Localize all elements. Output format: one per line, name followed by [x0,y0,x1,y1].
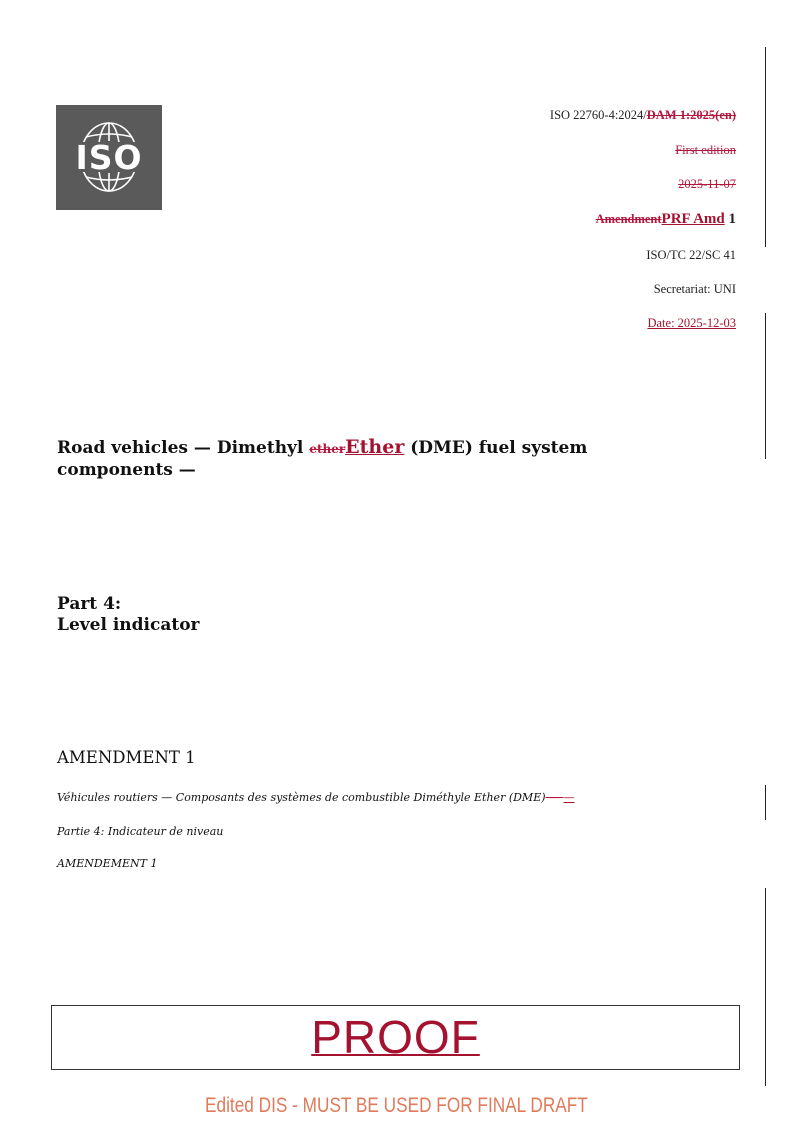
title-prefix: Road vehicles — Dimethyl [57,438,310,458]
iso-logo-text: ISO [75,138,143,177]
ref-deleted: DAM 1:2025(en) [646,108,736,122]
proof-label: PROOF [311,1011,480,1063]
edition-line [675,143,736,158]
change-bar [765,313,766,459]
part-number: Part 4: [57,594,122,614]
amendment-label [596,211,736,228]
french-amendment: AMENDEMENT 1 [57,857,158,870]
date-deleted-line [678,177,736,192]
date-inserted: Date: 2025-12-03 [647,316,736,330]
proof-box [51,1005,740,1070]
draft-footer: Edited DIS - MUST BE USED FOR FINAL DRAFT [205,1094,588,1117]
date-line [647,316,736,331]
title-suffix: (DME) fuel system [404,438,588,458]
document-reference [550,108,736,123]
french-title-inserted: — [563,791,575,804]
change-bar [765,47,766,247]
amend-inserted: PRF Amd [661,211,725,227]
part-title: Level indicator [57,615,200,635]
french-title-text: Véhicules routiers — Composants des systèmes de combustible Diméthyle Ether (DME) [57,791,546,804]
part-heading [57,594,200,636]
ref-main: ISO 22760-4:2024/ [549,108,647,122]
committee: ISO/TC 22/SC 41 [646,248,736,262]
iso-logo [56,105,162,210]
date-deleted: 2025-11-07 [678,177,736,191]
french-title [57,791,575,804]
french-title-deleted: — [545,791,564,804]
amend-number: 1 [724,211,736,227]
change-bar [765,888,766,1086]
french-part: Partie 4: Indicateur de niveau [57,825,224,838]
amendment-heading: AMENDMENT 1 [57,748,196,767]
title-inserted: Ether [345,436,405,458]
title-line2: components — [57,460,196,480]
document-title [57,437,657,481]
change-bar [765,785,766,820]
edition-deleted: First edition [675,143,736,157]
title-deleted: ether [309,442,346,456]
amend-deleted: Amendment [595,212,662,226]
secretariat: Secretariat: UNI [653,282,736,296]
